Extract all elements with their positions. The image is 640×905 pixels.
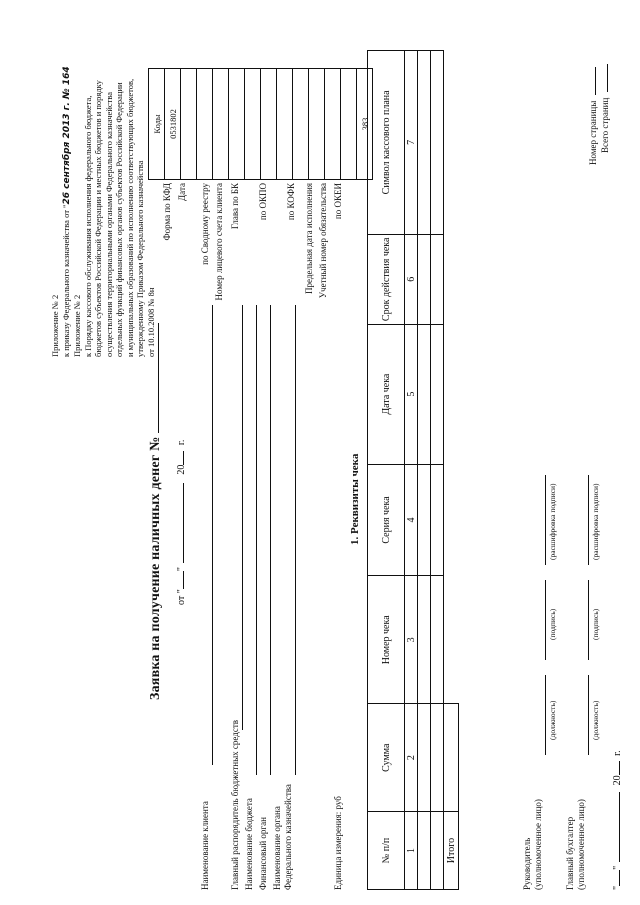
col-number: № п/п: [368, 812, 405, 890]
col-num-7: 7: [405, 51, 418, 235]
label-unit: Единица измерения: руб: [333, 796, 343, 890]
blank: [444, 51, 459, 704]
handwritten-order: 26 сентября 2013 г. № 164: [61, 66, 72, 205]
codes-box: [148, 68, 373, 180]
col-cheque-validity: Срок действия чека: [368, 234, 405, 324]
label-date: Дата: [177, 183, 187, 201]
code-okpo: [277, 69, 293, 180]
cheque-table: [367, 50, 459, 890]
col-cheque-series: Серия чека: [368, 464, 405, 576]
label-fk-organ-1: Наименование органа: [272, 806, 282, 890]
header-line-9: утвержденному Приказом Федерального казначейства: [135, 160, 145, 357]
code-date: [181, 69, 197, 180]
acc-position-line: [588, 675, 589, 755]
head-label: Руководитель: [522, 837, 532, 890]
header-line-10: от 10.10.2008 № 8н: [145, 287, 156, 357]
table-row: [418, 51, 431, 890]
head-position-line: [545, 675, 546, 755]
head-signature-caption: (подпись): [548, 608, 557, 640]
label-form-okud: Форма по КФД: [162, 183, 172, 241]
total-label: Итого: [444, 812, 459, 890]
acc-signature-line: [588, 580, 589, 660]
col-cash-symbol: Символ кассового плана: [368, 51, 405, 235]
col-num-5: 5: [405, 324, 418, 464]
form-title: Заявка на получение наличных денег №: [148, 323, 164, 700]
col-num-3: 3: [405, 576, 418, 704]
line-fin-organ: [270, 305, 271, 775]
code-account: [229, 69, 245, 180]
col-num-1: 1: [405, 812, 418, 890]
cell: [418, 812, 431, 890]
header-line-7: отдельных функций финансовых органов субъектов Российской Федерации: [114, 82, 124, 357]
table-total-row: [444, 51, 459, 890]
acc-signature-caption: (подпись): [591, 608, 600, 640]
label-fk-organ-2: Федерального казначейства: [283, 784, 293, 890]
label-okpo: по ОКПО: [258, 183, 268, 221]
label-account: Номер лицевого счета клиента: [214, 183, 224, 301]
header-line-6: осуществления территориальными органами Федерального казначейства: [103, 91, 114, 357]
header-line-4: к Порядку кассового обслуживания исполнения федерального бюджета,: [82, 95, 93, 357]
page-number: Номер страницы: [588, 67, 599, 165]
header-block: [50, 27, 156, 357]
code-deadline: [325, 69, 341, 180]
code-empty-2: [261, 69, 277, 180]
col-cheque-number: Номер чека: [368, 576, 405, 704]
header-line-8: и муниципальных образований по исполнению соответствующих бюджетов,: [124, 78, 135, 357]
code-empty-1: [197, 69, 213, 180]
cell: [418, 704, 431, 812]
code-kofk: [309, 69, 325, 180]
col-num-6: 6: [405, 234, 418, 324]
cell: [431, 234, 444, 324]
accountant-label-2: (уполномоченное лицо): [576, 799, 586, 890]
line-chief-manager: [242, 305, 243, 730]
code-empty-3: [293, 69, 309, 180]
col-num-2: 2: [405, 704, 418, 812]
table-number-row: [405, 51, 418, 890]
date-line: от "" 20 г.: [176, 439, 187, 605]
col-sum: Сумма: [368, 704, 405, 812]
total-sum: [444, 704, 459, 812]
acc-decoding-line: [588, 475, 589, 565]
acc-position-caption: (должность): [591, 700, 600, 740]
cell: [418, 51, 431, 235]
section-title: 1. Реквизиты чека: [349, 453, 361, 545]
sign-date: "" 20 г.: [612, 750, 623, 890]
cell: [431, 704, 444, 812]
table-row: [431, 51, 444, 890]
code-consolidated: [213, 69, 229, 180]
line-budget: [256, 305, 257, 775]
head-signature-line: [545, 580, 546, 660]
code-okei: 383: [357, 69, 373, 180]
label-okei: по ОКЕИ: [333, 183, 343, 220]
accountant-label: Главный бухгалтер: [565, 816, 575, 890]
table-header-row: [368, 51, 405, 890]
header-line-1: Приложение № 2: [50, 294, 60, 357]
label-bk-head: Глава по БК: [230, 183, 240, 230]
label-client: Наименование клиента: [200, 801, 210, 890]
label-budget: Наименование бюджета: [244, 798, 254, 890]
cell: [418, 234, 431, 324]
header-line-3: Приложение № 2: [72, 294, 82, 357]
page-total: Всего страниц: [600, 64, 611, 153]
label-consolidated: по Сводному реестру: [200, 183, 210, 265]
header-line-5: бюджетов субъектов Российской Федерации и местных бюджетов и порядку: [93, 80, 103, 357]
head-position-caption: (должность): [548, 700, 557, 740]
cell: [431, 576, 444, 704]
head-label-2: (уполномоченное лицо): [533, 799, 543, 890]
cell: [418, 464, 431, 576]
label-obligation: Учетный номер обязательства: [318, 183, 328, 299]
cell: [431, 812, 444, 890]
codes-header: Коды: [149, 69, 165, 180]
head-decoding-line: [545, 475, 546, 565]
cell: [431, 51, 444, 235]
line-fk-organ: [295, 305, 296, 775]
cell: [418, 324, 431, 464]
code-okud: 0531802: [165, 69, 181, 180]
cell: [418, 576, 431, 704]
acc-decoding-caption: (расшифровка подписи): [591, 483, 600, 560]
label-kofk: по КОФК: [286, 183, 296, 221]
code-bk: [245, 69, 261, 180]
cell: [431, 324, 444, 464]
label-fin-organ: Финансовый орган: [258, 817, 268, 890]
header-line-2: к приказу Федерального казначейства от "26 сентября 2013 г. № 164: [60, 66, 72, 357]
col-num-4: 4: [405, 464, 418, 576]
cell: [431, 464, 444, 576]
line-client: [212, 305, 213, 765]
col-cheque-date: Дата чека: [368, 324, 405, 464]
label-deadline: Предельная дата исполнения: [304, 183, 314, 294]
label-chief-manager: Главный распорядитель бюджетных средств: [230, 720, 240, 890]
head-decoding-caption: (расшифровка подписи): [548, 483, 557, 560]
code-obligation: [341, 69, 357, 180]
